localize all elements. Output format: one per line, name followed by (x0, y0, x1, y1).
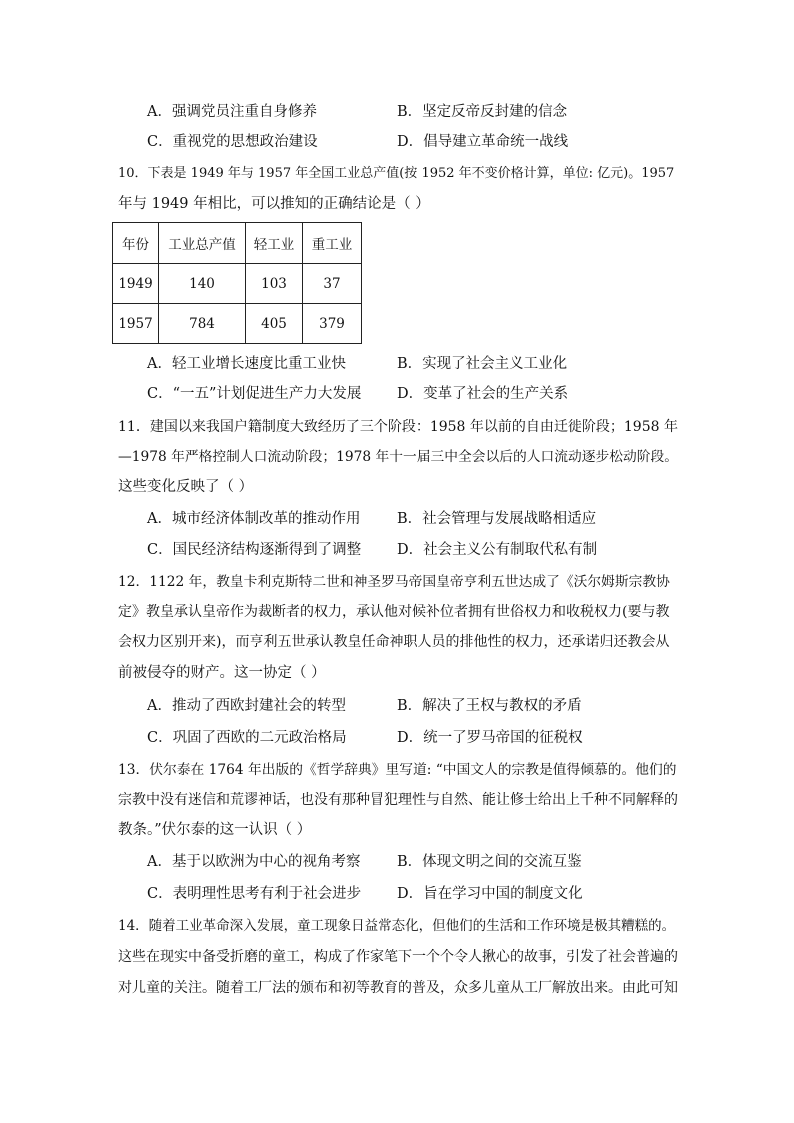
table-cell: 379 (303, 304, 362, 344)
q14-stem-line-3: 对儿童的关注。随着工厂法的颁布和初等教育的普及，众多儿童从工厂解放出来。由此可知 (118, 980, 678, 996)
table-header-cell: 轻工业 (246, 223, 303, 264)
industry-output-table (112, 222, 362, 344)
table-header-row (113, 223, 362, 264)
q12-stem-line-3: 会权力区别开来)，而亨利五世承认教皇任命神职人员的排他性的权力，还承诺归还教会从 (118, 634, 670, 650)
q10-stem-line-1: 10．下表是 1949 年与 1957 年全国工业总产值(按 1952 年不变价格计算，单位: 亿元)。1957 (118, 166, 675, 181)
q9-option-d[interactable]: D．倡导建立革命统一战线 (397, 134, 569, 150)
q11-stem-line-3: 这些变化反映了（ ） (118, 479, 254, 495)
q13-option-d[interactable]: D．旨在学习中国的制度文化 (397, 886, 583, 902)
q9-option-c[interactable]: C．重视党的思想政治建设 (147, 134, 318, 150)
q13-stem-line-3: 教条。”伏尔泰的这一认识（ ） (118, 822, 312, 838)
table-cell: 784 (159, 304, 246, 344)
q12-option-a[interactable]: A．推动了西欧封建社会的转型 (147, 698, 346, 714)
q11-stem-line-1: 11．建国以来我国户籍制度大致经历了三个阶段：1958 年以前的自由迁徙阶段；1958 年 (118, 419, 678, 435)
q11-stem-line-2: —1978 年严格控制人口流动阶段；1978 年十一届三中全会以后的人口流动逐步松动阶段。 (118, 449, 678, 465)
q9-option-b[interactable]: B．坚定反帝反封建的信念 (397, 104, 568, 120)
q12-stem-line-1: 12．1122 年，教皇卡利克斯特二世和神圣罗马帝国皇帝亨利五世达成了《沃尔姆斯宗教协 (118, 574, 670, 590)
q13-option-a[interactable]: A．基于以欧洲为中心的视角考察 (147, 854, 361, 870)
q12-stem-line-4: 前被侵夺的财产。这一协定（ ） (118, 665, 326, 681)
q12-option-b[interactable]: B．解决了王权与教权的矛盾 (397, 698, 582, 714)
table-cell: 1949 (113, 264, 159, 304)
q11-option-a[interactable]: A．城市经济体制改革的推动作用 (147, 511, 361, 527)
table-row (113, 264, 362, 304)
q13-option-b[interactable]: B．体现文明之间的交流互鉴 (397, 854, 582, 870)
q12-option-d[interactable]: D．统一了罗马帝国的征税权 (397, 730, 583, 746)
table-header-cell: 年份 (113, 223, 159, 264)
q12-stem-line-2: 定》教皇承认皇帝作为裁断者的权力，承认他对候补位者拥有世俗权力和收税权力(要与教 (118, 604, 670, 620)
q9-option-a[interactable]: A．强调党员注重自身修养 (147, 104, 317, 120)
q10-stem-line-2: 年与 1949 年相比，可以推知的正确结论是（ ） (118, 196, 430, 212)
table-header-cell: 重工业 (303, 223, 362, 264)
table-row (113, 304, 362, 344)
q10-option-a[interactable]: A．轻工业增长速度比重工业快 (147, 356, 346, 372)
q11-option-c[interactable]: C．国民经济结构逐渐得到了调整 (147, 542, 362, 558)
q13-option-c[interactable]: C．表明理性思考有利于社会进步 (147, 886, 362, 902)
q13-stem-line-1: 13．伏尔泰在 1764 年出版的《哲学辞典》里写道: “中国文人的宗教是值得倾慕的。他们的 (118, 762, 677, 778)
q13-stem-line-2: 宗教中没有迷信和荒谬神话，也没有那种冒犯理性与自然、能让修士给出上千种不同解释的 (118, 792, 678, 808)
q11-option-b[interactable]: B．社会管理与发展战略相适应 (397, 511, 597, 527)
table-cell: 405 (246, 304, 303, 344)
table-cell: 37 (303, 264, 362, 304)
table-header-cell: 工业总产值 (159, 223, 246, 264)
q14-stem-line-2: 这些在现实中备受折磨的童工，构成了作家笔下一个个令人揪心的故事，引发了社会普遍的 (118, 949, 678, 965)
table-cell: 140 (159, 264, 246, 304)
q11-option-d[interactable]: D．社会主义公有制取代私有制 (397, 542, 598, 558)
q10-option-c[interactable]: C．“一五”计划促进生产力大发展 (147, 386, 362, 402)
table-cell: 103 (246, 264, 303, 304)
table-cell: 1957 (113, 304, 159, 344)
q12-option-c[interactable]: C．巩固了西欧的二元政治格局 (147, 730, 347, 746)
q10-option-d[interactable]: D．变革了社会的生产关系 (397, 386, 569, 402)
q14-stem-line-1: 14．随着工业革命深入发展，童工现象日益常态化，但他们的生活和工作环境是极其糟糕的。 (118, 918, 676, 934)
q10-option-b[interactable]: B．实现了社会主义工业化 (397, 356, 568, 372)
